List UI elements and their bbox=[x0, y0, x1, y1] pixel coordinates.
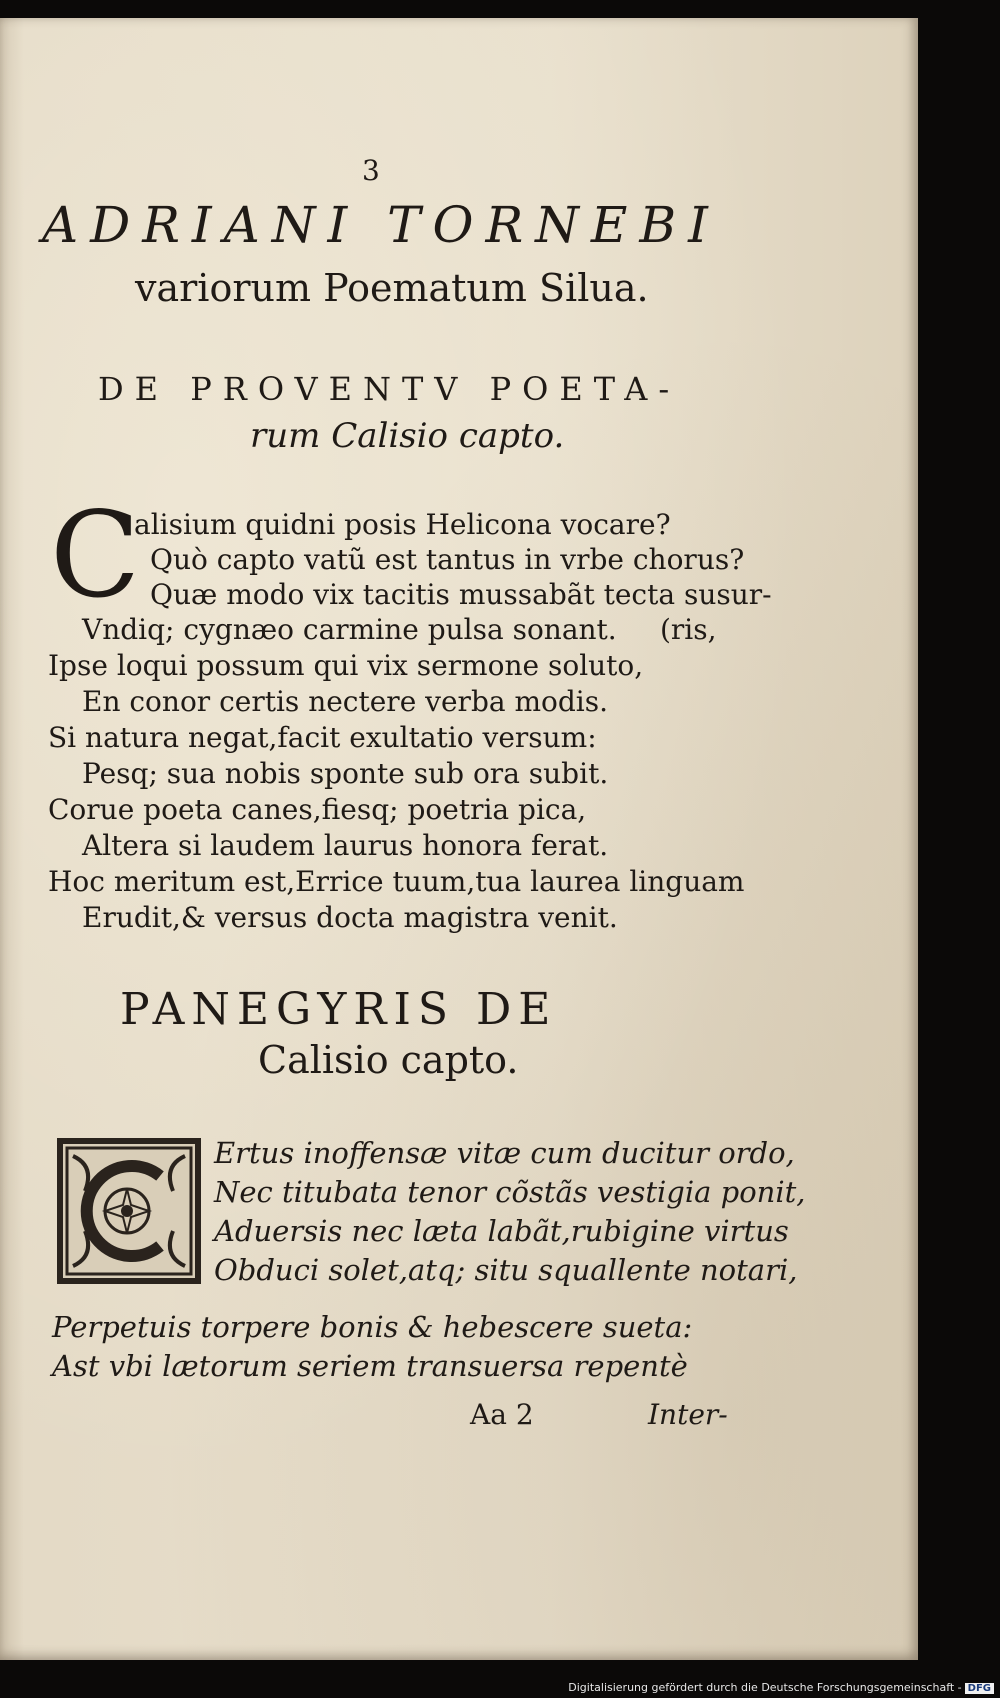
verse-line: Quæ modo vix tacitis mussabãt tecta susur- bbox=[150, 578, 772, 611]
verse-line: Obduci solet,atq; situ squallente notari, bbox=[214, 1253, 798, 1287]
verse-line: Ertus inoffensæ vitæ cum ducitur ordo, bbox=[214, 1136, 795, 1170]
ornamental-initial-icon bbox=[55, 1136, 203, 1286]
catchword: Inter- bbox=[648, 1398, 728, 1431]
poem2-title-line2: Calisio capto. bbox=[258, 1038, 519, 1082]
poem1-title-line1: DE PROVENTV POETA- bbox=[98, 370, 681, 408]
verse-line: Corue poeta canes,fiesq; poetria pica, bbox=[48, 793, 587, 826]
verse-line: Ipse loqui possum qui vix sermone soluto, bbox=[48, 649, 644, 682]
verse-line: Aduersis nec læta labãt,rubigine virtus bbox=[214, 1214, 789, 1248]
folio-number: 3 bbox=[362, 154, 380, 187]
verse-line: Si natura negat,facit exultatio versum: bbox=[48, 721, 597, 754]
dfg-logo: DFG bbox=[965, 1683, 994, 1694]
verse-line: En conor certis nectere verba modis. bbox=[82, 685, 609, 718]
verse-line: Hoc meritum est,Errice tuum,tua laurea linguam bbox=[48, 865, 745, 898]
verse-line-overflow: (ris, bbox=[660, 613, 717, 646]
verse-line: alisium quidni posis Helicona vocare? bbox=[134, 508, 671, 541]
verse-line: Altera si laudem laurus honora ferat. bbox=[82, 829, 609, 862]
collection-subtitle: variorum Poematum Silua. bbox=[135, 266, 649, 310]
poem1-title-line2: rum Calisio capto. bbox=[250, 416, 565, 456]
verse-line: Erudit,& versus docta magistra venit. bbox=[82, 901, 618, 934]
verse-line: Perpetuis torpere bonis & hebescere sueta: bbox=[52, 1310, 693, 1344]
drop-cap-initial: C bbox=[50, 486, 141, 624]
verse-line: Vndiq; cygnæo carmine pulsa sonant. bbox=[82, 613, 617, 646]
verse-line: Quò capto vatũ est tantus in vrbe chorus? bbox=[150, 543, 745, 576]
poem2-title-line1: PANEGYRIS DE bbox=[120, 984, 558, 1035]
attribution-text: Digitalisierung gefördert durch die Deutsche Forschungsgemeinschaft - bbox=[568, 1681, 962, 1694]
verse-line: Ast vbi lætorum seriem transuersa repentè bbox=[52, 1349, 688, 1383]
verse-line: Pesq; sua nobis sponte sub ora subit. bbox=[82, 757, 609, 790]
signature-mark: Aa 2 bbox=[470, 1398, 534, 1431]
author-heading: ADRIANI TORNEBI bbox=[42, 196, 720, 254]
verse-line: Nec titubata tenor cõstãs vestigia ponit, bbox=[214, 1175, 806, 1209]
book-page bbox=[0, 18, 918, 1660]
digitization-attribution bbox=[568, 1681, 994, 1694]
